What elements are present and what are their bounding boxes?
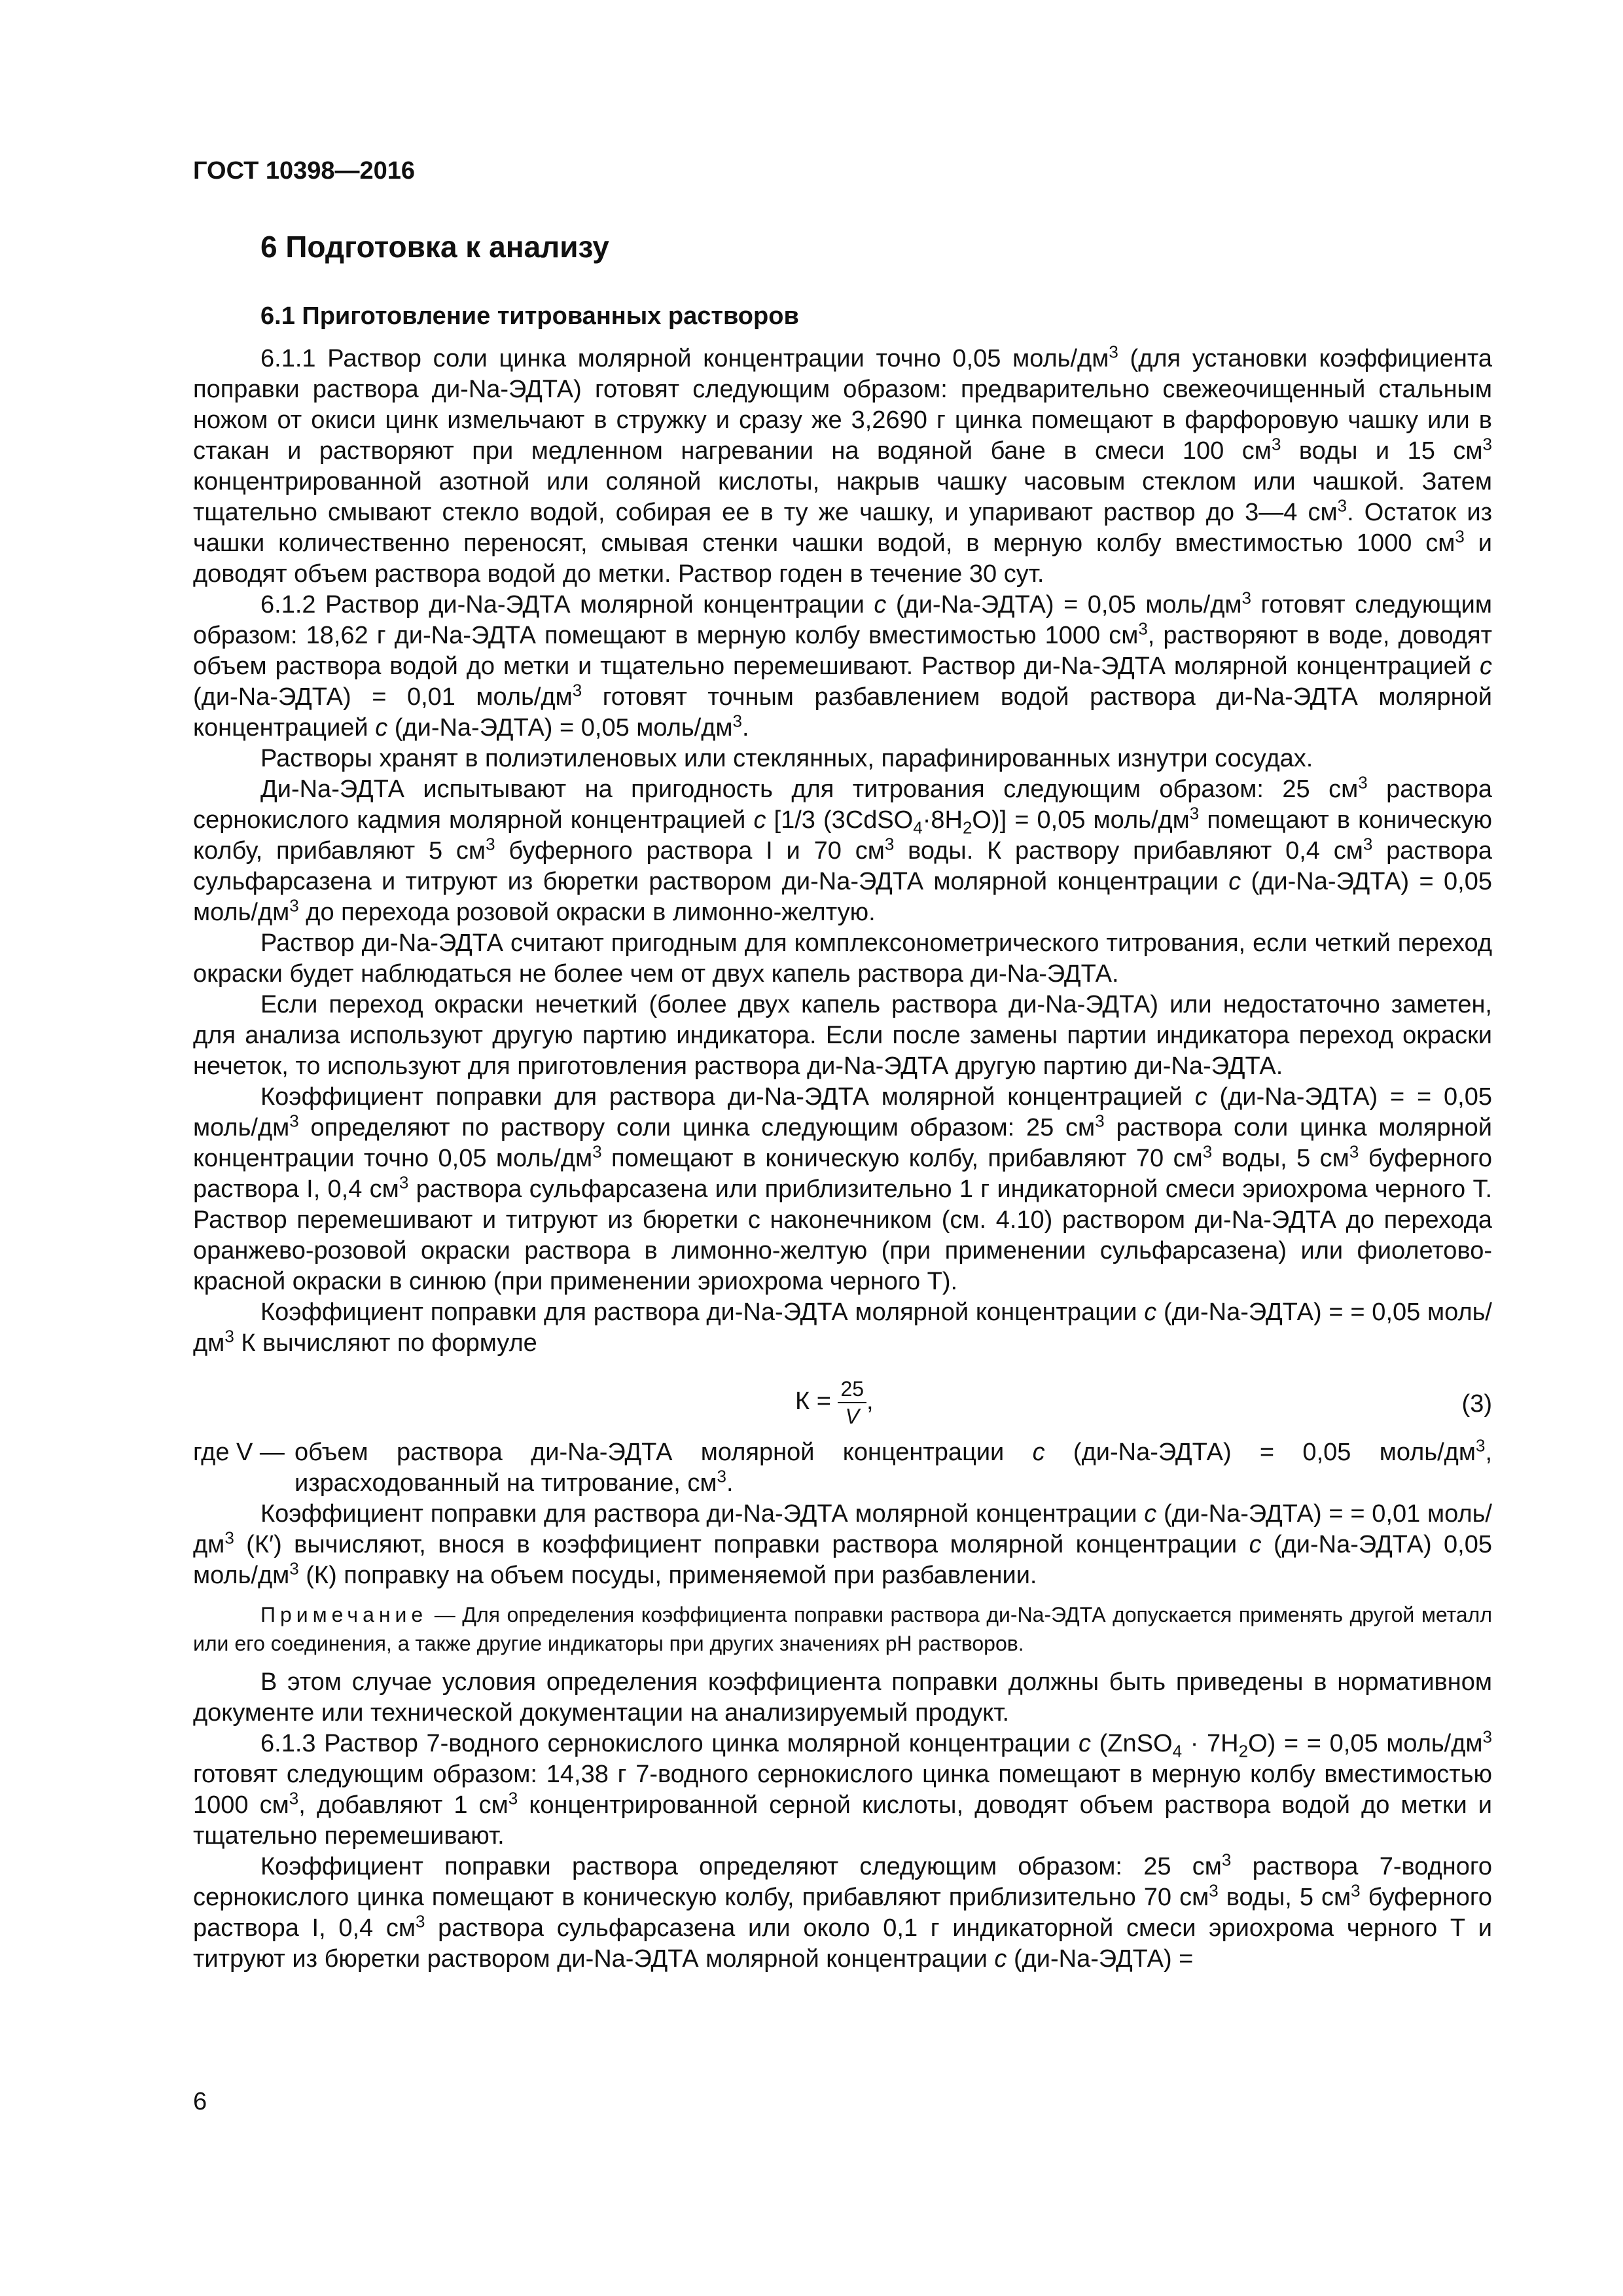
- page-number: 6: [193, 2088, 207, 2115]
- paragraph-zinc-sulfate-factor: Коэффициент поправки раствора определяют следующим образом: 25 $см^3$ раствора 7-водного сернокислого цинка помещают в коническую колбу, прибавляют приблизительно 70 $см^3$ воды, 5 $см^3$ буферного раствора I, 0,4 $см^3$ раствора сульфарсазена или около 0,1 г индикаторной смеси эриохрома черного Т и титруют из бюретки раствором ди-Na-ЭДТА молярной концентрации c (ди-Na-ЭДТА) =: [193, 1850, 1493, 1973]
- paragraph-normative-reference: В этом случае условия определения коэффициента поправки должны быть приведены в нормативном документе или технической документации на анализируемый продукт.: [193, 1668, 1492, 1727]
- legend-label: где V —: [193, 1439, 285, 1466]
- formula-legend: где V — объем раствора ди-Na-ЭДТА молярной концентрации c (ди-Na-ЭДТА) = 0,05 моль/$дм^3$, израсходованный на титрование, $см^3$.: [193, 1435, 1492, 1497]
- note-label: Примечание: [260, 1603, 428, 1626]
- note: Примечание — Для определения коэффициента поправки раствора ди-Na-ЭДТА допускается применять другой металл или его соединения, а также другие индикаторы при других значениях pH растворов.: [193, 1603, 1492, 1655]
- formula-fraction: [838, 1376, 866, 1429]
- document-code: ГОСТ 10398—2016: [193, 157, 416, 185]
- paragraph-6-1-3: 6.1.3 Раствор 7-водного сернокислого цинка молярной концентрации c (ZnSO$_4$ · $7H_2O$) = = 0,05 моль/$дм^3$ готовят следующим образом: 14,38 г 7-водного сернокислого цинка помещают в мерную колбу вместимостью 1000 $см^3$, добавляют 1 $см^3$ концентрированной серной кислоты, доводят объем раствора водой до метки и тщательно перемешивают.: [193, 1727, 1492, 1850]
- formula-expression: К = $\frac{25}{V}$ ,: [795, 1377, 874, 1428]
- paragraph-6-1-1: 6.1.1 Раствор соли цинка молярной концентрации точно 0,05 моль/$дм^3$ (для установки коэффициента поправки раствора ди-Na-ЭДТА) готовят следующим образом: предварительно свежеочищенный стальным ножом от окиси цинк измельчают в стружку и сразу же 3,2690 г цинка помещают в фарфоровую чашку или в стакан и растворяют при медленном нагревании на водяной бане в смеси 100 $см^3$ воды и 15 $см^3$ концентрированной азотной или соляной кислоты, накрыв чашку часовым стеклом или чашкой. Затем тщательно смывают стекло водой, собирая ее в ту же чашку, и упаривают раствор до 3—4 $см^3$. Остаток из чашки количественно переносят, смывая стенки чашки водой, в мерную колбу вместимостью 1000 $см^3$ и доводят объем раствора водой до метки. Раствор годен в течение 30 сут.: [193, 342, 1492, 588]
- paragraph-formula-intro: Коэффициент поправки для раствора ди-Na-ЭДТА молярной концентрации c (ди-Na-ЭДТА) = = 0,05 моль/$дм^3$ К вычисляют по формуле: [193, 1299, 1492, 1357]
- paragraph-6-1-2: 6.1.2 Раствор ди-Na-ЭДТА молярной концентрации c (ди-Na-ЭДТА) = 0,05 моль/$дм^3$ готовят следующим образом: 18,62 г ди-Na-ЭДТА помещают в мерную колбу вместимостью 1000 $см^3$, растворяют в воде, доводят объем раствора водой до метки и тщательно перемешивают. Раствор ди-Na-ЭДТА молярной концентрацией c (ди-Na-ЭДТА) = 0,01 моль/$дм^3$ готовят точным разбавлением водой раствора ди-Na-ЭДТА молярной концентрацией c (ди-Na-ЭДТА) = 0,05 моль/$дм^3$.: [193, 588, 1492, 742]
- formula-numerator: 25: [838, 1376, 866, 1403]
- section-title: 6 Подготовка к анализу: [260, 230, 609, 264]
- formula-number: (3): [1461, 1390, 1492, 1418]
- paragraph-correction-factor: Коэффициент поправки для раствора ди-Na-ЭДТА молярной концентрацией c (ди-Na-ЭДТА) = = 0,05 моль/$дм^3$ определяют по раствору соли цинка следующим образом: 25 $см^3$ раствора соли цинка молярной концентрации точно 0,05 моль/$дм^3$ помещают в коническую колбу, прибавляют 70 $см^3$ воды, 5 $см^3$ буферного раствора I, 0,4 $см^3$ раствора сульфарсазена или приблизительно 1 г индикаторной смеси эриохрома черного Т. Раствор перемешивают и титруют из бюретки с наконечником (см. 4.10) раствором ди-Na-ЭДТА до перехода оранжево-розовой окраски раствора в лимонно-желтую (при применении сульфарсазена) или фиолетово-красной окраски в синюю (при применении эриохрома черного Т).: [193, 1083, 1493, 1295]
- subsection-title: 6.1 Приготовление титрованных растворов: [260, 302, 799, 330]
- paragraph-suitability-criterion: Раствор ди-Na-ЭДТА считают пригодным для комплексонометрического титрования, если четкий переход окраски будет наблюдаться не более чем от двух капель раствора ди-Na-ЭДТА.: [193, 929, 1492, 988]
- body-text: [193, 344, 1492, 1975]
- paragraph-indicator-replacement: Если переход окраски нечеткий (более двух капель раствора ди-Na-ЭДТА) или недостаточно заметен, для анализа используют другую партию индикатора. Если после замены партии индикатора переход окраски нечеток, то используют для приготовления раствора ди-Na-ЭДТА другую партию ди-Na-ЭДТА.: [193, 991, 1492, 1080]
- paragraph-dilution-correction: Коэффициент поправки для раствора ди-Na-ЭДТА молярной концентрации c (ди-Na-ЭДТА) = = 0,01 моль/$дм^3$ (К′) вычисляют, внося в коэффициент поправки раствора молярной концентрации c (ди-Na-ЭДТА) 0,05 моль/$дм^3$ (К) поправку на объем посуды, применяемой при разбавлении.: [193, 1500, 1492, 1589]
- formula-3: [193, 1359, 1492, 1437]
- paragraph-storage: Растворы хранят в полиэтиленовых или стеклянных, парафинированных изнутри сосудах.: [260, 745, 1313, 772]
- formula-denominator: V: [845, 1405, 859, 1428]
- paragraph-suitability-test: Ди-Na-ЭДТА испытывают на пригодность для титрования следующим образом: 25 $см^3$ раствора сернокислого кадмия молярной концентрацией c [1/3 $(3CdSO_4\cdot 8H_2O)] = 0,05$ моль/$дм^3$ помещают в коническую колбу, прибавляют 5 $см^3$ буферного раствора I и 70 $см^3$ воды. К раствору прибавляют 0,4 $см^3$ раствора сульфарсазена и титруют из бюретки раствором ди-Na-ЭДТА молярной концентрации c (ди-Na-ЭДТА) = 0,05 моль/$дм^3$ до перехода розовой окраски в лимонно-желтую.: [193, 772, 1493, 926]
